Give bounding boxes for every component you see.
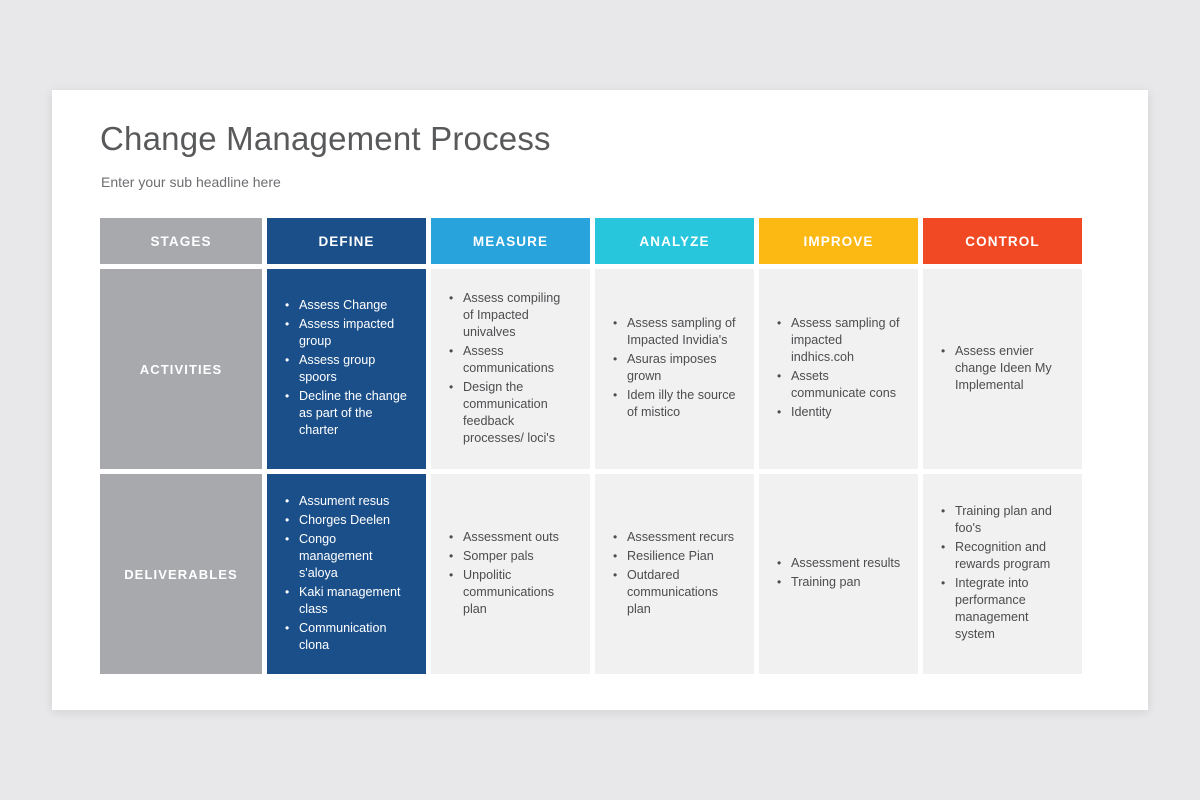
list-deliverables-analyze xyxy=(611,529,738,620)
list-item: • Decline the change as part of the charter xyxy=(283,388,410,439)
cell-deliverables-improve xyxy=(759,474,918,674)
list-deliverables-define xyxy=(283,493,410,656)
cell-deliverables-analyze xyxy=(595,474,754,674)
list-deliverables-improve xyxy=(775,555,902,593)
slide-canvas xyxy=(52,90,1148,710)
row-label-deliverables xyxy=(100,474,262,674)
list-item: • Assess communications xyxy=(447,343,574,377)
header-stages-label: STAGES xyxy=(150,233,212,249)
list-item: • Idem illy the source of mistico xyxy=(611,387,738,421)
header-measure xyxy=(431,218,590,264)
page-title: Change Management Process xyxy=(100,120,551,157)
process-matrix xyxy=(100,218,1100,674)
list-activities-improve xyxy=(775,315,902,423)
matrix-header-row xyxy=(100,218,1100,264)
list-item: • Assess impacted group xyxy=(283,316,410,350)
matrix-row-activities xyxy=(100,269,1100,469)
list-item: • Unpolitic communications plan xyxy=(447,567,574,618)
list-activities-control xyxy=(939,343,1066,396)
page-subtitle: Enter your sub headline here xyxy=(101,174,281,190)
list-item: • Assess group spoors xyxy=(283,352,410,386)
list-activities-analyze xyxy=(611,315,738,423)
row-label-activities xyxy=(100,269,262,469)
cell-activities-measure xyxy=(431,269,590,469)
list-deliverables-control xyxy=(939,503,1066,645)
header-analyze xyxy=(595,218,754,264)
row-label-deliverables-text: DELIVERABLES xyxy=(124,566,238,582)
header-analyze-label: ANALYZE xyxy=(639,233,710,249)
header-improve xyxy=(759,218,918,264)
list-item: • Integrate into performance management system xyxy=(939,575,1066,643)
list-item: • Assess sampling of Impacted Invidia's xyxy=(611,315,738,349)
list-item: • Assessment outs xyxy=(447,529,574,546)
row-label-activities-text: ACTIVITIES xyxy=(139,361,223,377)
header-control xyxy=(923,218,1082,264)
header-improve-label: IMPROVE xyxy=(803,233,874,249)
cell-deliverables-control xyxy=(923,474,1082,674)
list-item: • Congo management s'aloya xyxy=(283,531,410,582)
list-item: • Assument resus xyxy=(283,493,410,510)
list-item: • Design the communication feedback processes/ loci's xyxy=(447,379,574,447)
list-item: • Somper pals xyxy=(447,548,574,565)
cell-activities-define xyxy=(267,269,426,469)
header-control-label: CONTROL xyxy=(965,233,1040,249)
header-define-label: DEFINE xyxy=(318,233,375,249)
list-item: • Kaki management class xyxy=(283,584,410,618)
cell-deliverables-define xyxy=(267,474,426,674)
list-item: • Identity xyxy=(775,404,902,421)
list-item: • Assess Change xyxy=(283,297,410,314)
list-item: • Training pan xyxy=(775,574,902,591)
list-deliverables-measure xyxy=(447,529,574,620)
list-activities-measure xyxy=(447,290,574,449)
list-item: • Assessment results xyxy=(775,555,902,572)
list-item: • Assess sampling of impacted indhics.coh xyxy=(775,315,902,366)
header-stages xyxy=(100,218,262,264)
list-item: • Asuras imposes grown xyxy=(611,351,738,385)
cell-activities-control xyxy=(923,269,1082,469)
list-item: • Resilience Pian xyxy=(611,548,738,565)
header-define xyxy=(267,218,426,264)
cell-activities-analyze xyxy=(595,269,754,469)
list-item: • Assess compiling of Impacted univalves xyxy=(447,290,574,341)
matrix-row-deliverables xyxy=(100,474,1100,674)
list-item: • Training plan and foo's xyxy=(939,503,1066,537)
list-item: • Assess envier change Ideen My Implemental xyxy=(939,343,1066,394)
header-measure-label: MEASURE xyxy=(472,233,549,249)
list-activities-define xyxy=(283,297,410,441)
list-item: • Outdared communications plan xyxy=(611,567,738,618)
list-item: • Assets communicate cons xyxy=(775,368,902,402)
list-item: • Assessment recurs xyxy=(611,529,738,546)
cell-activities-improve xyxy=(759,269,918,469)
list-item: • Communication clona xyxy=(283,620,410,654)
cell-deliverables-measure xyxy=(431,474,590,674)
list-item: • Recognition and rewards program xyxy=(939,539,1066,573)
list-item: • Chorges Deelen xyxy=(283,512,410,529)
